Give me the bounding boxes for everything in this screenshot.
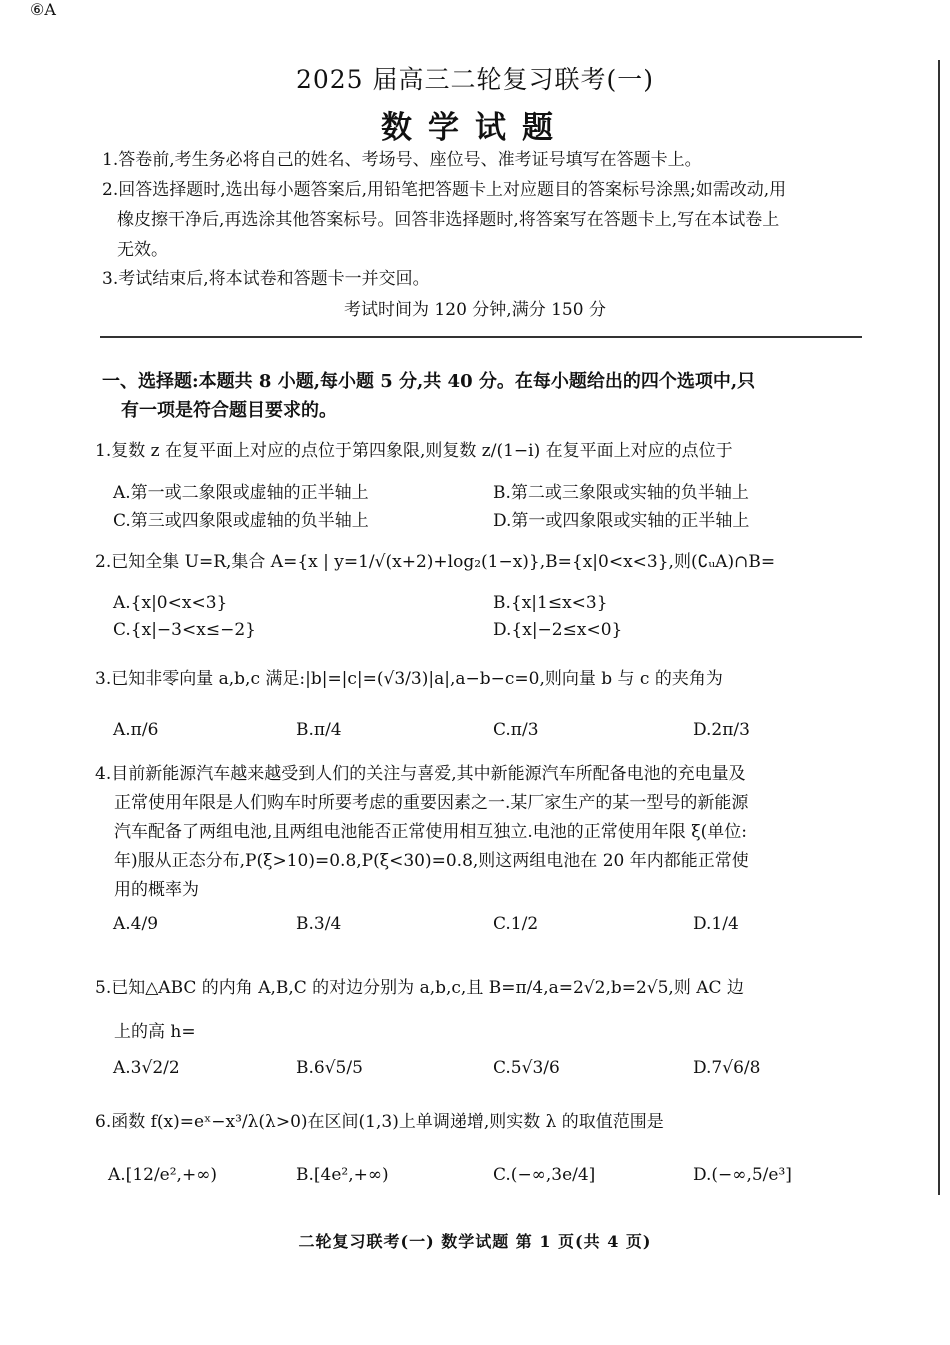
- option-b: B.第二或三象限或实轴的负半轴上: [493, 483, 749, 503]
- option-d: D.7√6/8: [693, 1058, 761, 1078]
- section-line-1: 一、选择题:本题共 8 小题,每小题 5 分,共 40 分。在每小题给出的四个选项中,只: [102, 371, 756, 392]
- option-b: B.6√5/5: [296, 1058, 363, 1078]
- question-5: [95, 966, 875, 1054]
- option-d: D.2π/3: [693, 720, 750, 740]
- option-c: C.π/3: [493, 720, 539, 740]
- question-stem: 6.函数 f(x)=eˣ−x³/λ(λ>0)在区间(1,3)上单调递增,则实数 λ 的取值范围是: [95, 1112, 664, 1132]
- question-stem-line: 汽车配备了两组电池,且两组电池能否正常使用相互独立.电池的正常使用年限 ξ(单位:: [114, 822, 747, 842]
- question-1: [95, 437, 875, 465]
- option-d: D.1/4: [693, 914, 739, 934]
- page-footer: 二轮复习联考(一) 数学试题 第 1 页(共 4 页): [298, 1232, 652, 1251]
- option-d: D.{x|−2≤x<0}: [493, 620, 623, 640]
- option-c: C.{x|−3<x≤−2}: [113, 620, 256, 640]
- question-stem: 1.复数 z 在复平面上对应的点位于第四象限,则复数 z/(1−i) 在复平面上对应的点位于: [95, 441, 733, 461]
- notice-1: 1.答卷前,考生务必将自己的姓名、考场号、座位号、准考证号填写在答题卡上。: [102, 150, 702, 170]
- exam-title: 2025 届高三二轮复习联考(一): [295, 65, 655, 94]
- question-stem-line: 年)服从正态分布,P(ξ>10)=0.8,P(ξ<30)=0.8,则这两组电池在 20 年内都能正常使: [114, 851, 749, 871]
- question-stem-line: 5.已知△ABC 的内角 A,B,C 的对边分别为 a,b,c,且 B=π/4,a=2√2,b=2√5,则 AC 边: [95, 978, 744, 998]
- question-stem-line: 4.目前新能源汽车越来越受到人们的关注与喜爱,其中新能源汽车所配备电池的充电量及: [95, 764, 746, 784]
- option-c: C.5√3/6: [493, 1058, 560, 1078]
- question-2: [95, 548, 875, 576]
- option-d: D.(−∞,5/e³]: [693, 1165, 792, 1185]
- option-a: A.{x|0<x<3}: [113, 593, 228, 613]
- right-edge-rule: [938, 60, 940, 1195]
- notice-2-cont: 橡皮擦干净后,再选涂其他答案标号。回答非选择题时,将答案写在答题卡上,写在本试卷上: [117, 210, 780, 230]
- section-line-2: 有一项是符合题目要求的。: [121, 400, 337, 421]
- option-d: D.第一或四象限或实轴的正半轴上: [493, 511, 750, 531]
- option-a: A.3√2/2: [113, 1058, 180, 1078]
- option-b: B.3/4: [296, 914, 342, 934]
- notice-2-end: 无效。: [117, 240, 168, 260]
- option-c: C.(−∞,3e/4]: [493, 1165, 596, 1185]
- question-3: [95, 665, 875, 693]
- question-stem-line: 正常使用年限是人们购车时所要考虑的重要因素之一.某厂家生产的某一型号的新能源: [114, 793, 749, 813]
- option-a: A.第一或二象限或虚轴的正半轴上: [113, 483, 369, 503]
- option-b: B.{x|1≤x<3}: [493, 593, 608, 613]
- option-a: A.4/9: [113, 914, 159, 934]
- divider: [100, 336, 862, 338]
- corner-mark: ⑥A: [30, 0, 56, 19]
- option-a: A.[12/e²,+∞): [108, 1165, 217, 1185]
- question-4: [95, 760, 875, 905]
- notice-2: 2.回答选择题时,选出每小题答案后,用铅笔把答题卡上对应题目的答案标号涂黑;如需改动,用: [102, 180, 787, 200]
- question-stem: 3.已知非零向量 a,b,c 满足:|b|=|c|=(√3/3)|a|,a−b−c=0,则向量 b 与 c 的夹角为: [95, 669, 723, 689]
- option-c: C.第三或四象限或虚轴的负半轴上: [113, 511, 369, 531]
- exam-time: 考试时间为 120 分钟,满分 150 分: [344, 300, 606, 320]
- question-stem: 2.已知全集 U=R,集合 A={x | y=1/√(x+2)+log₂(1−x)},B={x|0<x<3},则(∁ᵤA)∩B=: [95, 552, 776, 572]
- notice-3: 3.考试结束后,将本试卷和答题卡一并交回。: [102, 269, 430, 289]
- option-c: C.1/2: [493, 914, 539, 934]
- question-stem-line: 上的高 h=: [114, 1022, 196, 1042]
- option-b: B.π/4: [296, 720, 342, 740]
- option-b: B.[4e²,+∞): [296, 1165, 389, 1185]
- section-heading: [102, 367, 872, 425]
- question-stem-line: 用的概率为: [114, 880, 199, 900]
- exam-subject: 数学试题: [381, 110, 569, 146]
- question-6: [95, 1108, 875, 1136]
- option-a: A.π/6: [113, 720, 159, 740]
